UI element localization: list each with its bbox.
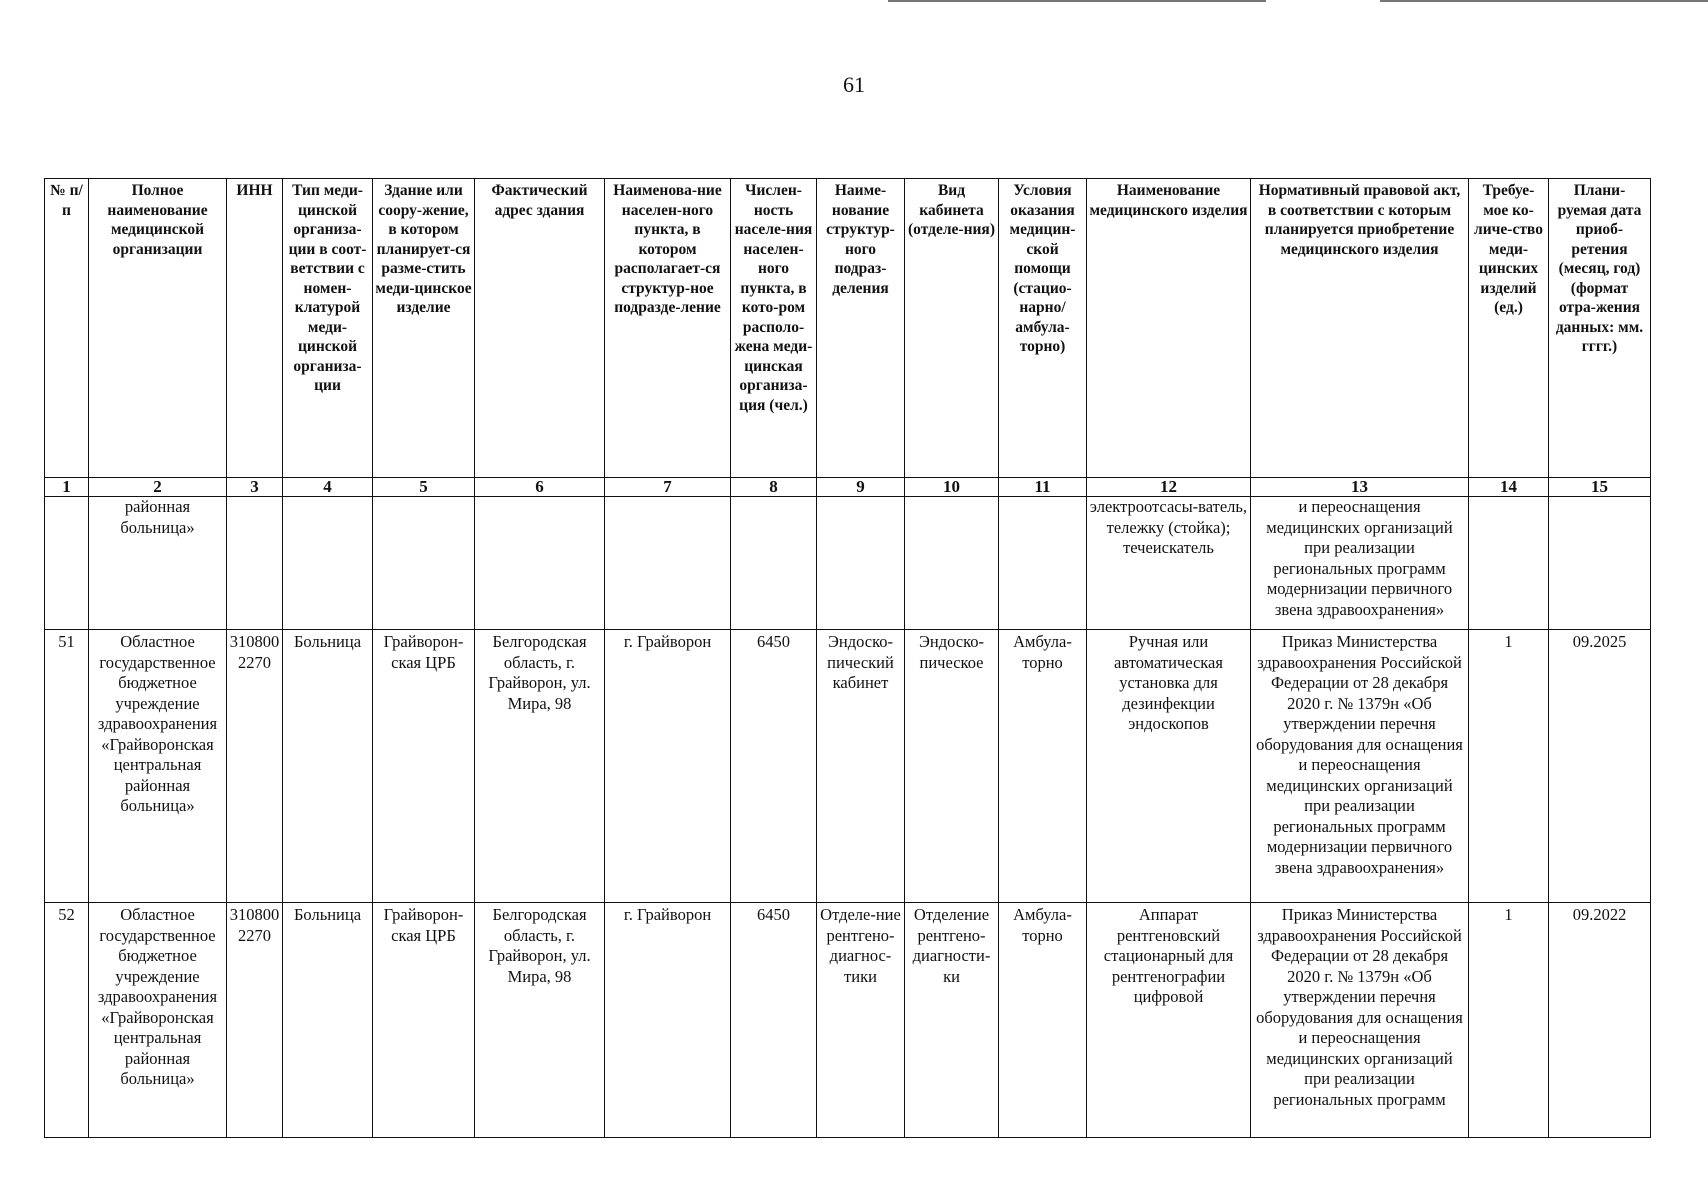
- cell-type: Больница: [283, 903, 373, 1138]
- cell-cabinet: [905, 497, 999, 630]
- column-number: 3: [227, 478, 283, 497]
- cell-num: 52: [45, 903, 89, 1138]
- cell-population: 6450: [731, 630, 817, 903]
- cell-inn: 3108002270: [227, 903, 283, 1138]
- cell-cabinet: Эндоско-пическое: [905, 630, 999, 903]
- table-row: [45, 630, 1651, 903]
- cell-date: 09.2025: [1549, 630, 1651, 903]
- column-number: 10: [905, 478, 999, 497]
- column-header: Здание или соору-жение, в котором планирует-ся разме-стить меди-цинское изделие: [373, 179, 475, 478]
- cell-type: Больница: [283, 630, 373, 903]
- cell-address: [475, 497, 605, 630]
- column-header: Требуе-мое ко-личе-ство меди-цинских изделий (ед.): [1469, 179, 1549, 478]
- cell-conditions: Амбула-торно: [999, 630, 1087, 903]
- cell-building: [373, 497, 475, 630]
- column-number: 4: [283, 478, 373, 497]
- column-header: Фактический адрес здания: [475, 179, 605, 478]
- scan-edge-line: [888, 0, 1266, 2]
- column-header: Наиме-нование структур-ного подраз-деления: [817, 179, 905, 478]
- cell-inn: 3108002270: [227, 630, 283, 903]
- cell-building: Грайворон-ская ЦРБ: [373, 630, 475, 903]
- column-number: 13: [1251, 478, 1469, 497]
- cell-date: 09.2022: [1549, 903, 1651, 1138]
- column-header: Наименование медицинского изделия: [1087, 179, 1251, 478]
- cell-building: Грайворон-ская ЦРБ: [373, 903, 475, 1138]
- cell-type: [283, 497, 373, 630]
- column-header: № п/п: [45, 179, 89, 478]
- cell-population: 6450: [731, 903, 817, 1138]
- column-header: Полное наименование медицинской организации: [89, 179, 227, 478]
- column-number: 2: [89, 478, 227, 497]
- cell-device: Аппарат рентгеновский стационарный для рентгенографии цифровой: [1087, 903, 1251, 1138]
- table-header-row: [45, 179, 1651, 478]
- cell-unit: [817, 497, 905, 630]
- column-number: 12: [1087, 478, 1251, 497]
- column-header: Вид кабинета (отделе-ния): [905, 179, 999, 478]
- cell-qty: 1: [1469, 903, 1549, 1138]
- column-number: 6: [475, 478, 605, 497]
- column-header: ИНН: [227, 179, 283, 478]
- cell-conditions: Амбула-торно: [999, 903, 1087, 1138]
- cell-device: электроотсасы-ватель, тележку (стойка); течеискатель: [1087, 497, 1251, 630]
- cell-date: [1549, 497, 1651, 630]
- cell-qty: 1: [1469, 630, 1549, 903]
- page-number: 61: [843, 72, 865, 97]
- cell-locality: г. Грайворон: [605, 903, 731, 1138]
- cell-unit: Отделе-ние рентгено-диагнос-тики: [817, 903, 905, 1138]
- cell-conditions: [999, 497, 1087, 630]
- cell-address: Белгородская область, г. Грайворон, ул. Мира, 98: [475, 903, 605, 1138]
- cell-address: Белгородская область, г. Грайворон, ул. Мира, 98: [475, 630, 605, 903]
- cell-org: районная больница»: [89, 497, 227, 630]
- cell-locality: г. Грайворон: [605, 630, 731, 903]
- cell-org: Областное государственное бюджетное учреждение здравоохранения «Грайворонская центральная районная больница»: [89, 903, 227, 1138]
- cell-cabinet: Отделение рентгено-диагности-ки: [905, 903, 999, 1138]
- column-number: 5: [373, 478, 475, 497]
- cell-device: Ручная или автоматическая установка для дезинфекции эндоскопов: [1087, 630, 1251, 903]
- cell-population: [731, 497, 817, 630]
- column-number: 11: [999, 478, 1087, 497]
- cell-act: Приказ Министерства здравоохранения Российской Федерации от 28 декабря 2020 г. № 1379н «Об утверждении перечня оборудования для оснащения и переоснащения медицинских организаций при реализации региональных программ модернизации первичного звена здравоохранения»: [1251, 630, 1469, 903]
- cell-num: 51: [45, 630, 89, 903]
- cell-inn: [227, 497, 283, 630]
- column-header: Нормативный правовой акт, в соответствии с которым планируется приобретение медицинского изделия: [1251, 179, 1469, 478]
- cell-org: Областное государственное бюджетное учреждение здравоохранения «Грайворонская центральная районная больница»: [89, 630, 227, 903]
- column-number: 7: [605, 478, 731, 497]
- column-header: Плани-руемая дата приоб-ретения (месяц, год) (формат отра-жения данных: мм. гггг.): [1549, 179, 1651, 478]
- column-header: Условия оказания медицин-ской помощи (стацио-нарно/ амбула-торно): [999, 179, 1087, 478]
- column-number-row: [45, 478, 1651, 497]
- column-number: 15: [1549, 478, 1651, 497]
- cell-unit: Эндоско-пический кабинет: [817, 630, 905, 903]
- column-header: Тип меди-цинской организа-ции в соот-ветствии с номен-клатурой меди-цинской организа-ции: [283, 179, 373, 478]
- cell-locality: [605, 497, 731, 630]
- table-row: [45, 903, 1651, 1138]
- table-row-continuation: [45, 497, 1651, 630]
- column-number: 8: [731, 478, 817, 497]
- column-number: 14: [1469, 478, 1549, 497]
- scan-edge-line: [1380, 0, 1708, 2]
- column-header: Наименова-ние населен-ного пункта, в котором располагает-ся структур-ное подразде-ление: [605, 179, 731, 478]
- cell-act: Приказ Министерства здравоохранения Российской Федерации от 28 декабря 2020 г. № 1379н «Об утверждении перечня оборудования для оснащения и переоснащения медицинских организаций при реализации региональных программ: [1251, 903, 1469, 1138]
- cell-num: [45, 497, 89, 630]
- column-header: Числен-ность населе-ния населен-ного пункта, в кото-ром располо-жена меди-цинская организа-ция (чел.): [731, 179, 817, 478]
- equipment-table: [44, 178, 1651, 1138]
- column-number: 1: [45, 478, 89, 497]
- cell-qty: [1469, 497, 1549, 630]
- cell-act: и переоснащения медицинских организаций при реализации региональных программ модернизации первичного звена здравоохранения»: [1251, 497, 1469, 630]
- column-number: 9: [817, 478, 905, 497]
